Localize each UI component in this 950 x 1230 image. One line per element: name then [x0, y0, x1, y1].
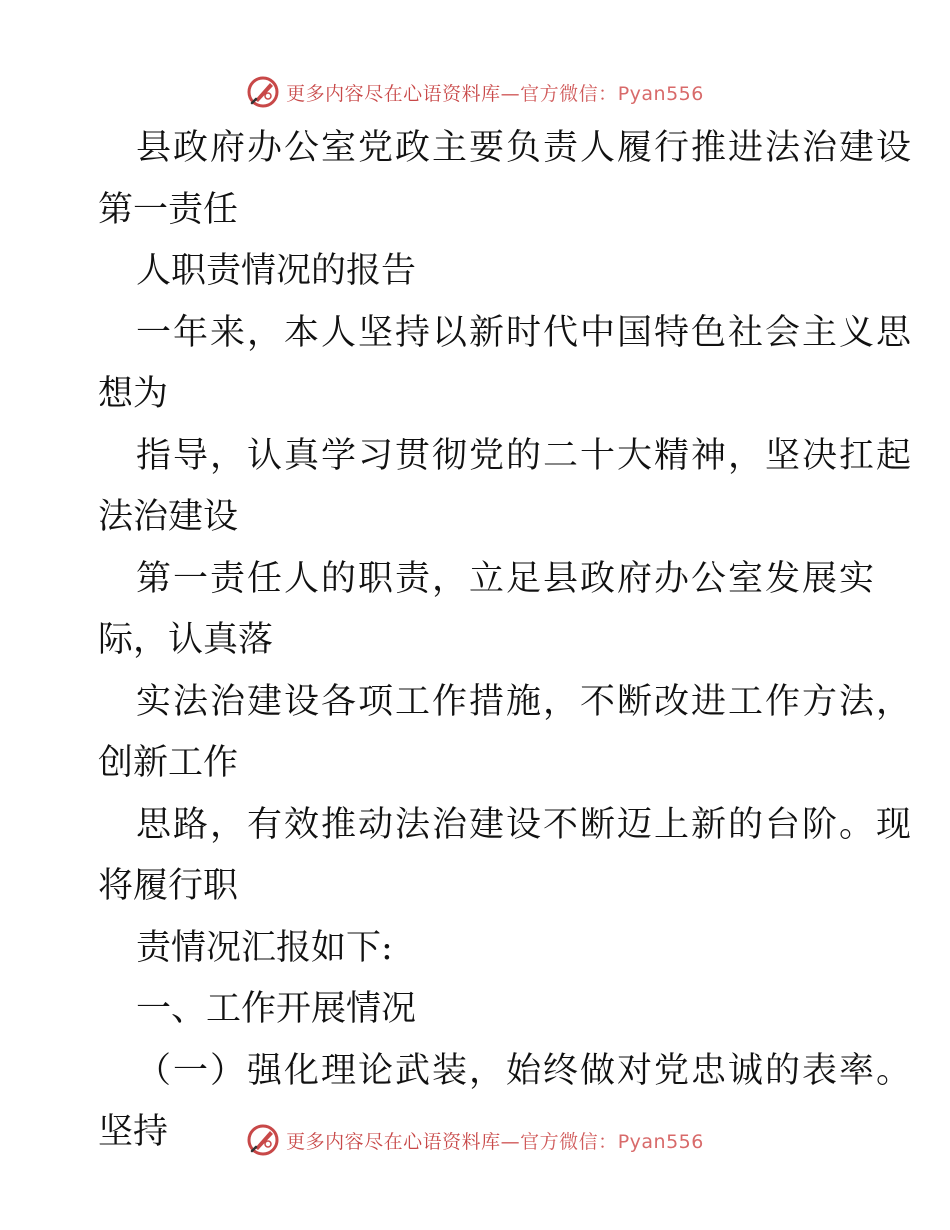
header-watermark-text — [286, 79, 704, 106]
text-line: 一年来，本人坚持以新时代中国特色社会主义思 — [136, 312, 914, 353]
document-body — [98, 118, 914, 1164]
text-line: 将履行职 — [98, 866, 239, 906]
text-line: （一）强化理论武装，始终做对党忠诚的表率。 — [136, 1050, 914, 1091]
header-watermark — [0, 72, 950, 112]
quill-pen-logo-icon — [246, 75, 280, 109]
text-line: 实法治建设各项工作措施，不断改进工作方法， — [136, 681, 914, 722]
text-line: 思路，有效推动法治建设不断迈上新的台阶。现 — [136, 804, 914, 845]
watermark-label: 更多内容尽在心语资料库 — [286, 1130, 501, 1153]
text-line: 法治建设 — [98, 497, 239, 537]
section-heading: 一、工作开展情况 — [136, 989, 417, 1029]
text-line: 第一责任 — [98, 189, 239, 230]
watermark-label: 更多内容尽在心语资料库 — [286, 82, 501, 105]
text-line: 指导，认真学习贯彻党的二十大精神，坚决扛起 — [136, 435, 914, 476]
footer-watermark — [0, 1120, 950, 1160]
quill-pen-logo-icon — [246, 1123, 280, 1157]
text-line: 际，认真落 — [98, 620, 274, 660]
watermark-channel: 官方微信： — [520, 82, 618, 105]
watermark-separator: — — [500, 82, 521, 105]
text-line: 创新工作 — [98, 743, 239, 783]
text-line: 人职责情况的报告 — [136, 251, 417, 291]
watermark-account: Pyan556 — [617, 82, 704, 105]
watermark-account: Pyan556 — [617, 1130, 704, 1153]
watermark-separator: — — [500, 1130, 521, 1153]
watermark-channel: 官方微信： — [520, 1130, 618, 1153]
footer-watermark-text — [286, 1127, 704, 1154]
text-line: 第一责任人的职责，立足县政府办公室发展实 — [136, 558, 877, 599]
text-line: 坚持 — [98, 1112, 169, 1152]
text-line: 县政府办公室党政主要负责人履行推进法治建设 — [136, 128, 914, 168]
text-line: 想为 — [98, 374, 169, 414]
text-line: 责情况汇报如下: — [136, 927, 393, 968]
